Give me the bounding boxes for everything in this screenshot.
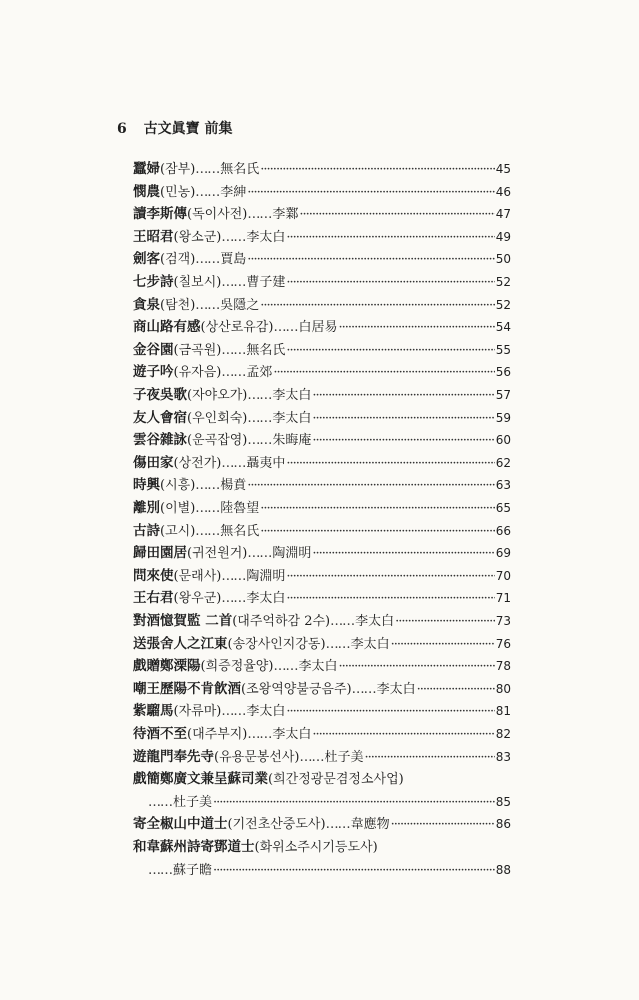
entry-title: 七步詩 <box>133 274 174 290</box>
toc-entry <box>133 723 511 745</box>
toc-entry <box>133 836 511 858</box>
entry-page-number: 70 <box>495 568 511 583</box>
entry-dots: …… <box>221 229 246 245</box>
page-number: 6 <box>117 121 127 137</box>
entry-page-number: 78 <box>495 659 511 674</box>
entry-dots: …… <box>195 523 220 539</box>
entry-title: 商山路有感 <box>133 319 201 336</box>
toc-entry <box>133 384 511 406</box>
entry-title: 憫農 <box>133 183 160 200</box>
toc-entry <box>133 158 511 180</box>
entry-title: 金谷園 <box>133 341 174 358</box>
entry-dots: …… <box>195 478 220 494</box>
entry-author: 無名氏 <box>246 342 286 358</box>
entry-dots: …… <box>148 862 172 878</box>
entry-dots: …… <box>247 207 272 223</box>
entry-korean-reading: (자야오가) <box>187 388 248 403</box>
entry-korean-reading: (기전초산중도사) <box>227 817 326 833</box>
entry-title: 戲簡鄭廣文兼呈蘇司業 <box>133 771 268 788</box>
dot-leader <box>286 227 494 249</box>
dot-leader <box>338 656 494 678</box>
entry-korean-reading: (잠부) <box>160 162 196 177</box>
entry-dots: …… <box>351 681 376 697</box>
entry-author: 賈島 <box>220 252 247 268</box>
entry-dots: …… <box>247 433 272 449</box>
entry-dots: …… <box>221 568 246 584</box>
entry-dots: …… <box>195 162 220 177</box>
toc-entry <box>133 746 511 768</box>
entry-korean-reading: (문래사) <box>173 568 222 584</box>
dot-leader <box>260 498 494 520</box>
entry-dots: …… <box>325 636 350 652</box>
entry-title: 傷田家 <box>133 454 174 471</box>
entry-dots: …… <box>247 727 272 742</box>
entry-title: 寄全椒山中道士 <box>133 816 228 833</box>
entry-title: 時興 <box>133 477 160 494</box>
dot-leader <box>312 408 494 430</box>
dot-leader <box>247 475 494 497</box>
toc-entry <box>133 768 511 790</box>
toc-entry <box>133 294 511 316</box>
dot-leader <box>260 521 494 543</box>
entry-korean-reading: (탐천) <box>160 297 196 313</box>
dot-leader <box>247 182 494 204</box>
entry-page-number: 46 <box>495 184 511 199</box>
dot-leader <box>247 249 494 271</box>
entry-title: 離別 <box>133 500 160 516</box>
entry-page-number: 55 <box>495 342 511 357</box>
entry-korean-reading: (희증정율양) <box>200 659 274 675</box>
dot-leader <box>365 747 495 769</box>
entry-page-number: 73 <box>495 614 511 628</box>
entry-author: 朱晦庵 <box>272 433 312 449</box>
entry-author: 曹子建 <box>246 275 286 290</box>
toc-entry <box>133 610 511 632</box>
toc-entry <box>148 859 511 881</box>
dot-leader <box>286 588 494 610</box>
entry-korean-reading: (상전가) <box>173 455 222 471</box>
entry-author: 無名氏 <box>220 523 260 539</box>
entry-author: 李太白 <box>246 229 286 245</box>
entry-title: 雲谷雜詠 <box>133 432 187 449</box>
toc-entry <box>133 520 511 542</box>
entry-author: 韋應物 <box>350 817 390 833</box>
toc-entry <box>133 655 511 677</box>
entry-title: 歸田園居 <box>133 545 187 562</box>
toc-entry <box>133 497 511 519</box>
entry-author: 吳隱之 <box>220 297 260 313</box>
entry-dots: …… <box>325 817 350 833</box>
entry-korean-reading: (민농) <box>160 184 196 200</box>
entry-korean-reading: (상산로유감) <box>200 320 274 336</box>
entry-title: 嘲王歷陽不肯飮酒 <box>133 680 241 697</box>
entry-author: 陶淵明 <box>272 546 312 562</box>
entry-page-number: 88 <box>495 862 511 877</box>
toc-entry <box>133 226 511 248</box>
entry-korean-reading: (유자음) <box>173 365 222 381</box>
entry-page-number: 85 <box>495 794 511 809</box>
entry-page-number: 66 <box>495 523 511 538</box>
entry-page-number: 54 <box>495 320 511 335</box>
entry-page-number: 62 <box>495 455 511 470</box>
entry-dots: …… <box>195 252 220 268</box>
entry-dots: …… <box>247 410 272 426</box>
entry-dots: …… <box>247 388 272 403</box>
dot-leader <box>312 430 494 452</box>
entry-title: 送張舍人之江東 <box>133 635 228 652</box>
entry-dots: …… <box>247 546 272 562</box>
entry-author: 杜子美 <box>173 794 213 810</box>
entry-title: 王昭君 <box>133 228 174 245</box>
toc-entry <box>133 181 511 203</box>
entry-korean-reading: (대주억하감 2수) <box>232 614 331 629</box>
toc-entry <box>133 700 511 722</box>
entry-korean-reading: (금곡원) <box>173 342 222 358</box>
dot-leader <box>391 634 495 656</box>
entry-author: 無名氏 <box>220 162 260 177</box>
entry-korean-reading: (운곡잡영) <box>187 433 248 449</box>
entry-korean-reading: (송장사인지강동) <box>227 636 326 652</box>
entry-page-number: 52 <box>495 275 511 289</box>
entry-dots: …… <box>195 501 220 516</box>
entry-author: 李鄴 <box>272 207 299 223</box>
dot-leader <box>286 340 494 362</box>
entry-page-number: 65 <box>495 501 511 515</box>
entry-korean-reading: (이별) <box>160 501 196 516</box>
entry-title: 貪泉 <box>133 296 160 313</box>
entry-korean-reading: (칠보시) <box>173 275 222 290</box>
dot-leader <box>286 701 494 723</box>
dot-leader <box>417 679 495 701</box>
toc-entry <box>133 316 511 338</box>
toc-entry <box>133 813 511 835</box>
entry-page-number: 52 <box>495 297 511 312</box>
dot-leader <box>299 204 494 226</box>
entry-dots: …… <box>221 704 246 720</box>
entry-dots: …… <box>148 794 172 810</box>
entry-author: 李太白 <box>272 388 312 403</box>
entry-korean-reading: (왕우군) <box>173 591 222 607</box>
entry-author: 蘇子瞻 <box>173 862 213 878</box>
toc-entry <box>133 542 511 564</box>
entry-title: 待酒不至 <box>133 726 187 742</box>
toc-entry <box>133 678 511 700</box>
entry-korean-reading: (독이사전) <box>187 207 248 223</box>
entry-author: 聶夷中 <box>246 455 286 471</box>
entry-page-number: 57 <box>495 388 511 402</box>
entry-author: 李太白 <box>246 704 286 720</box>
entry-author: 陶淵明 <box>246 568 286 584</box>
entry-dots: …… <box>195 297 220 313</box>
entry-author: 李紳 <box>220 184 247 200</box>
entry-korean-reading: (대주부지) <box>187 727 248 742</box>
toc-entry <box>133 452 511 474</box>
entry-title: 和韋蘇州詩寄鄧道士 <box>133 839 255 855</box>
entry-author: 楊賁 <box>220 478 247 494</box>
dot-leader <box>213 860 495 882</box>
entry-korean-reading: (시흥) <box>160 478 196 494</box>
book-title: 古文眞寶 前集 <box>143 121 233 137</box>
entry-title: 問來使 <box>133 567 174 584</box>
toc-entry <box>133 339 511 361</box>
entry-author: 白居易 <box>298 320 338 336</box>
entry-page-number: 45 <box>495 162 511 176</box>
entry-page-number: 83 <box>495 749 511 764</box>
entry-author: 李太白 <box>272 410 312 426</box>
dot-leader <box>338 317 494 339</box>
entry-author: 李太白 <box>246 591 286 607</box>
entry-author: 李太白 <box>376 681 416 697</box>
entry-korean-reading: (귀전원거) <box>187 546 248 562</box>
toc-entry <box>133 474 511 496</box>
entry-page-number: 60 <box>495 433 511 448</box>
dot-leader <box>312 385 494 407</box>
toc-entry <box>133 429 511 451</box>
entry-author: 李太白 <box>350 636 390 652</box>
entry-page-number: 82 <box>495 727 511 741</box>
entry-author: 陸魯望 <box>220 501 260 516</box>
entry-korean-reading: (왕소군) <box>173 229 222 245</box>
entry-title: 紫騮馬 <box>133 703 174 720</box>
entry-korean-reading: (고시) <box>160 523 196 539</box>
toc-entry <box>133 271 511 293</box>
entry-dots: …… <box>221 275 246 290</box>
entry-dots: …… <box>330 614 355 629</box>
toc-entry <box>133 565 511 587</box>
entry-author: 李太白 <box>298 659 338 675</box>
dot-leader <box>286 453 494 475</box>
toc-entry <box>133 203 511 225</box>
entry-page-number: 76 <box>495 636 511 651</box>
entry-dots: …… <box>299 749 324 765</box>
entry-title: 子夜吳歌 <box>133 387 187 403</box>
dot-leader <box>273 362 494 384</box>
entry-page-number: 56 <box>495 365 511 380</box>
entry-author: 孟郊 <box>246 365 273 381</box>
entry-title: 劍客 <box>133 251 160 268</box>
entry-page-number: 71 <box>495 591 511 606</box>
toc-entry <box>133 248 511 270</box>
entry-korean-reading: (검객) <box>160 252 196 268</box>
entry-korean-reading: (자류마) <box>173 704 222 720</box>
entry-page-number: 81 <box>495 704 511 719</box>
dot-leader <box>260 159 494 181</box>
entry-title: 戲贈鄭溧陽 <box>133 658 201 675</box>
page-header <box>117 118 233 138</box>
entry-page-number: 49 <box>495 229 511 244</box>
entry-dots: …… <box>273 659 298 675</box>
entry-korean-reading: (화위소주시기등도사) <box>254 840 378 855</box>
toc-entry <box>133 587 511 609</box>
toc-entry <box>133 361 511 383</box>
entry-korean-reading: (조왕역양불긍음주) <box>241 681 352 697</box>
dot-leader <box>391 814 495 836</box>
entry-page-number: 86 <box>495 817 511 832</box>
entry-author: 杜子美 <box>324 749 364 765</box>
entry-page-number: 63 <box>495 478 511 493</box>
entry-page-number: 50 <box>495 252 511 267</box>
entry-title: 遊龍門奉先寺 <box>133 748 214 765</box>
entry-title: 讀李斯傳 <box>133 206 187 223</box>
entry-dots: …… <box>221 455 246 471</box>
entry-korean-reading: (희간정광문겸정소사업) <box>268 772 404 788</box>
entry-title: 王右君 <box>133 590 174 607</box>
entry-page-number: 59 <box>495 410 511 425</box>
entry-title: 古詩 <box>133 522 160 539</box>
toc-entry <box>133 407 511 429</box>
entry-author: 李太白 <box>355 614 395 629</box>
entry-korean-reading: (유용문봉선사) <box>214 749 300 765</box>
entry-title: 友人會宿 <box>133 409 187 426</box>
entry-title: 對酒憶賀監 二首 <box>133 613 233 629</box>
toc-entry <box>148 791 511 813</box>
dot-leader <box>213 792 495 814</box>
dot-leader <box>286 272 494 294</box>
dot-leader <box>312 724 494 746</box>
entry-page-number: 80 <box>495 681 511 696</box>
entry-dots: …… <box>195 184 220 200</box>
toc-entry <box>133 633 511 655</box>
entry-page-number: 69 <box>495 546 511 561</box>
entry-author: 李太白 <box>272 727 312 742</box>
dot-leader <box>312 543 494 565</box>
entry-dots: …… <box>221 342 246 358</box>
entry-dots: …… <box>221 591 246 607</box>
dot-leader <box>260 295 494 317</box>
dot-leader <box>286 566 494 588</box>
entry-dots: …… <box>273 320 298 336</box>
entry-page-number: 47 <box>495 207 511 222</box>
entry-title: 遊子吟 <box>133 364 174 381</box>
entry-dots: …… <box>221 365 246 381</box>
dot-leader <box>395 611 495 633</box>
entry-korean-reading: (우인회숙) <box>187 410 248 426</box>
entry-title: 蠶婦 <box>133 161 160 177</box>
